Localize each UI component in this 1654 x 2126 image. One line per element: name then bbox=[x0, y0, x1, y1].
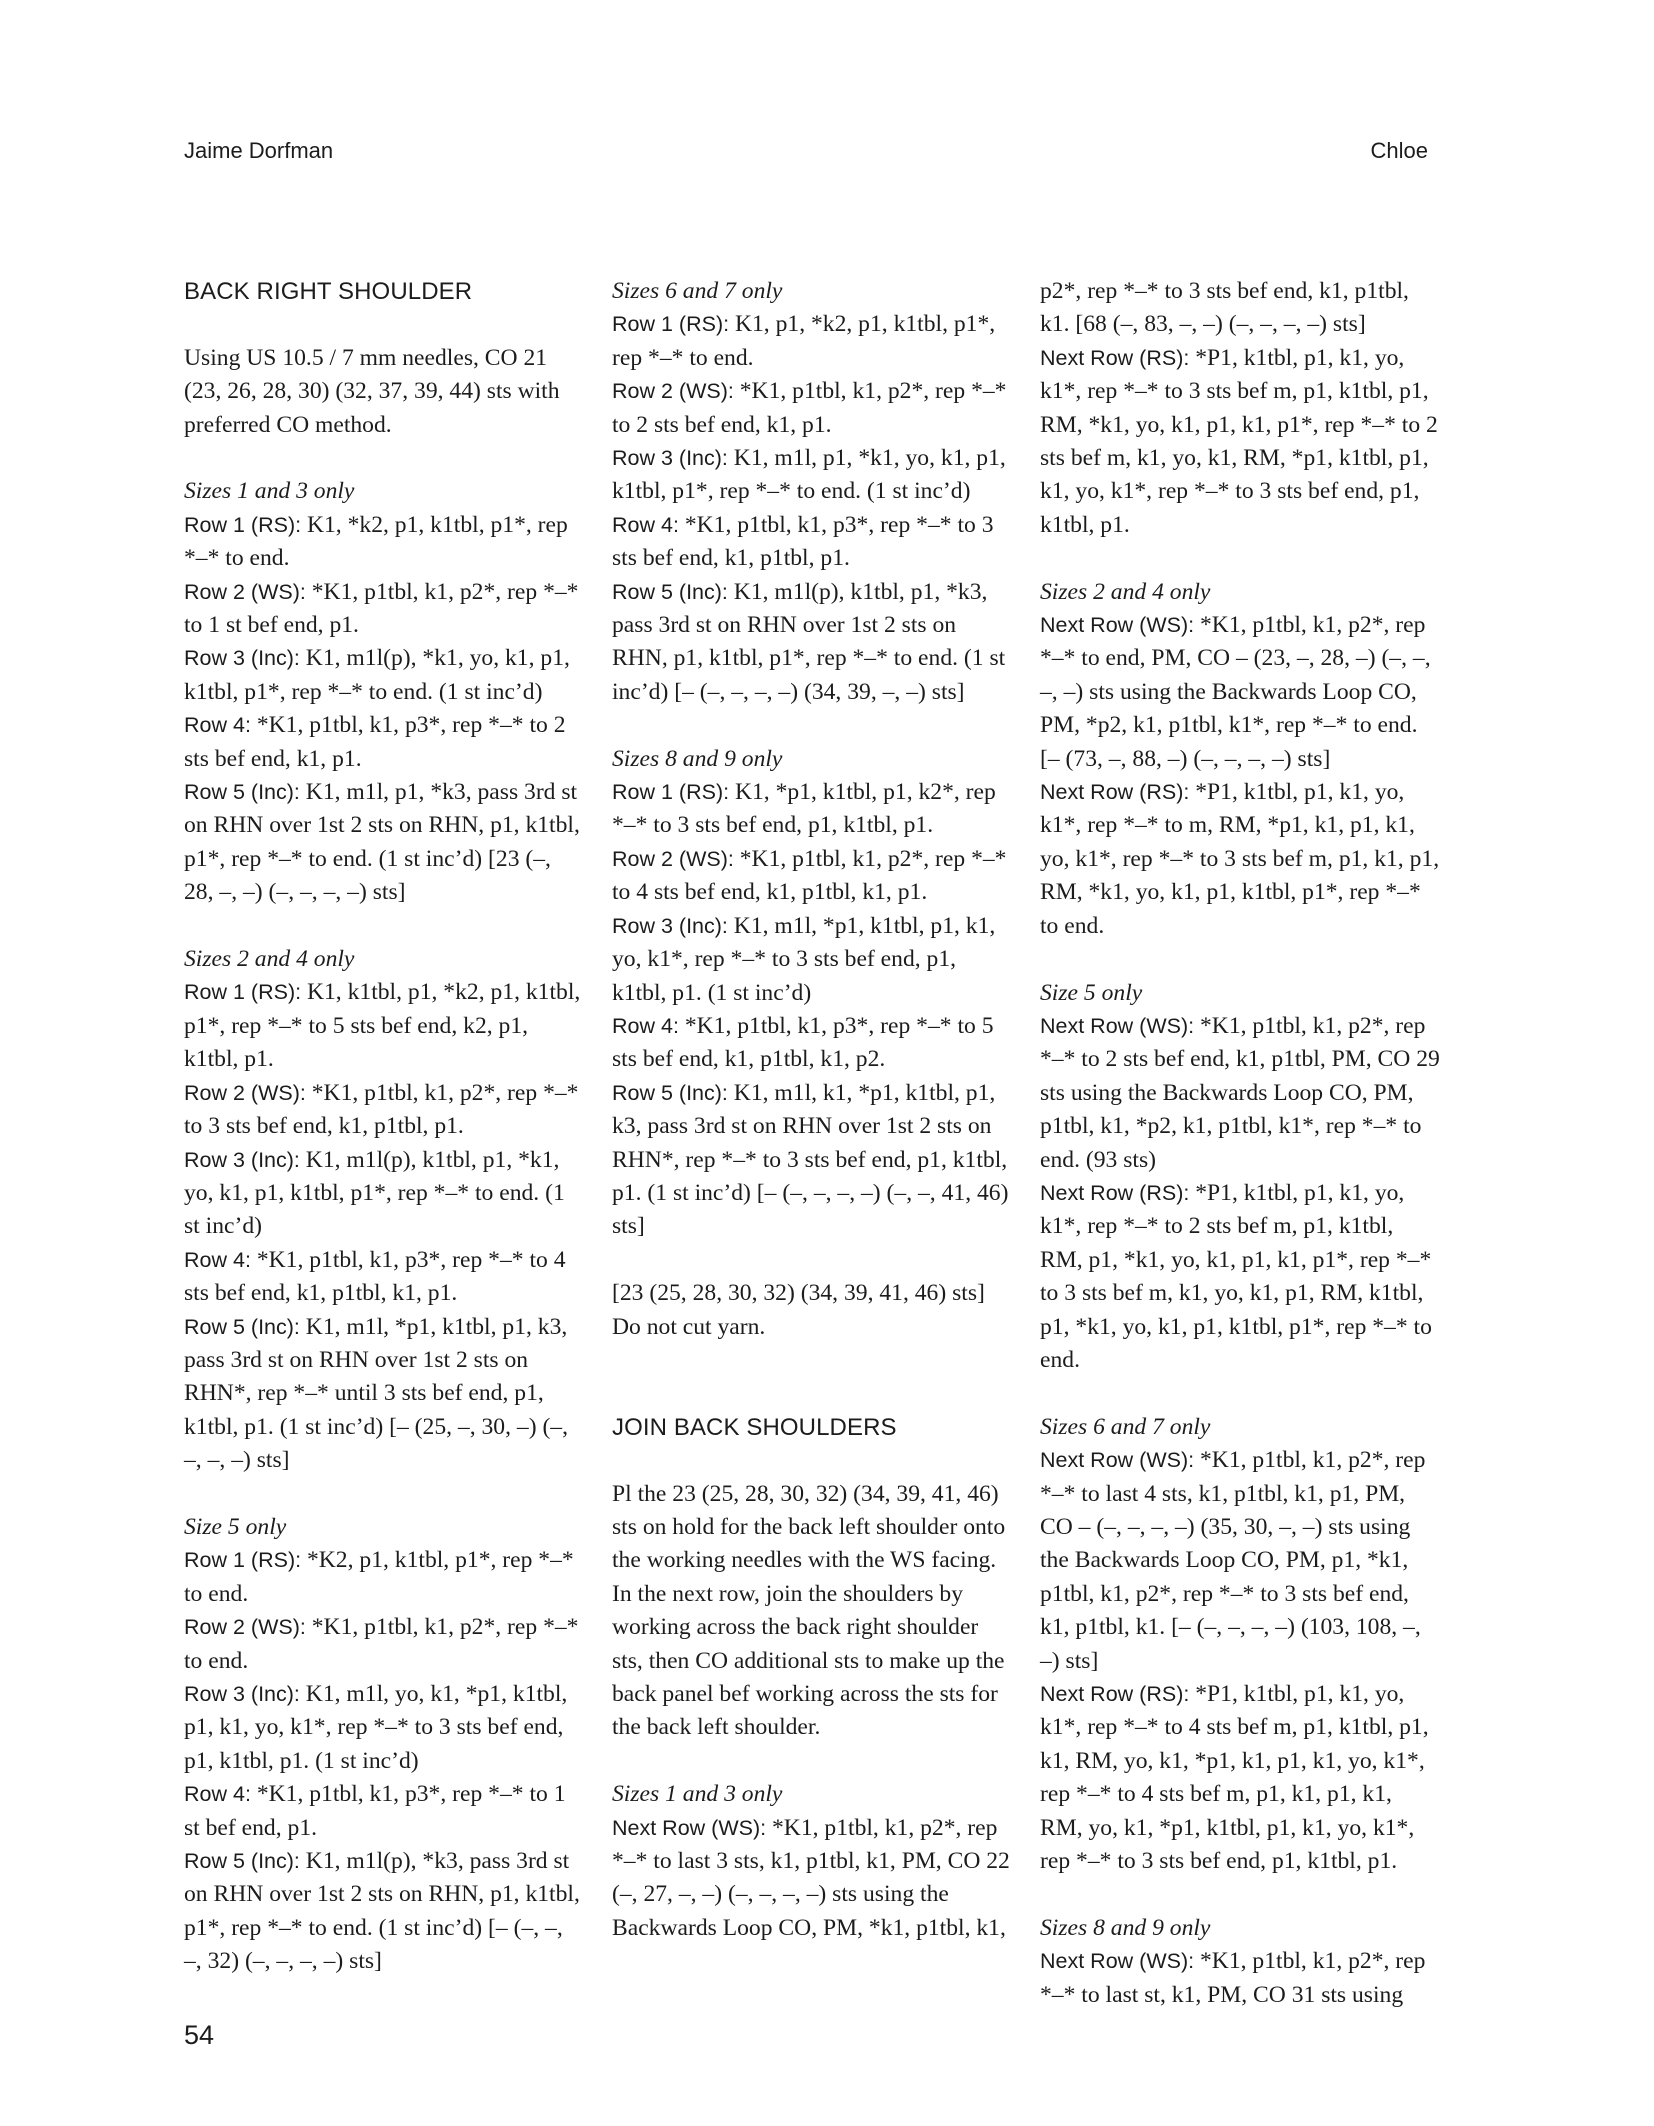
row-text: K1, m1l, k1, *p1, k1tbl, p1, k3, pass 3rd st on RHN over 1st 2 sts on RHN*, rep *–* to 3 sts bef end, p1, k1tbl, p1. (1 st inc’d) [– (–, –, –, –) (–, –, 41, 46) sts] bbox=[612, 1079, 1009, 1240]
row-label: Row 3 (Inc): bbox=[612, 446, 728, 471]
row-label: Row 1 (RS): bbox=[184, 512, 302, 537]
row-text: *K1, p1tbl, k1, p2*, rep *–* to last st, k1, PM, CO 31 sts using bbox=[1040, 1948, 1426, 2008]
row-label: Next Row (RS): bbox=[1040, 1180, 1190, 1205]
row-label: Next Row (WS): bbox=[1040, 1949, 1195, 1974]
row-text: K1, m1l(p), k1tbl, p1, *k1, yo, k1, p1, k1tbl, p1*, rep *–* to end. (1 st inc’d) bbox=[184, 1146, 565, 1240]
row-text: *P1, k1tbl, p1, k1, yo, k1*, rep *–* to m, RM, *p1, k1, p1, k1, yo, k1*, rep *–* to 3 sts bef m, p1, k1, p1, RM, *k1, yo, k1, p1, k1tbl, p1*, rep *–* to end. bbox=[1040, 779, 1440, 939]
text-column-2 bbox=[612, 275, 1012, 1945]
row-text: K1, m1l(p), *k3, pass 3rd st on RHN over 1st 2 sts on RHN, p1, k1tbl, p1*, rep *–* to end. (1 st inc’d) [– (–, –, –, 32) (–, –, –, –) sts] bbox=[184, 1848, 580, 1975]
row-label: Row 4: bbox=[612, 1013, 679, 1038]
running-head-title: Chloe bbox=[1370, 138, 1428, 163]
row-label: Row 4: bbox=[184, 1247, 251, 1272]
page-number: 54 bbox=[184, 2020, 215, 2050]
size-subheading: Sizes 8 and 9 only bbox=[612, 745, 783, 772]
row-instruction bbox=[1040, 1945, 1440, 2012]
row-label: Row 1 (RS): bbox=[184, 980, 302, 1005]
row-text: *K1, p1tbl, k1, p2*, rep *–* to end, PM, CO – (23, –, 28, –) (–, –, –, –) sts using the Backwards Loop CO, PM, *p2, k1, p1tbl, k1*, rep *–* to end. [– (73, –, 88, –) (–, –, –, –) sts] bbox=[1040, 612, 1431, 772]
row-label: Row 4: bbox=[612, 512, 679, 537]
size-subheading: Sizes 1 and 3 only bbox=[612, 1781, 783, 1808]
row-label: Row 4: bbox=[184, 1782, 251, 1807]
size-subheading: Size 5 only bbox=[1040, 979, 1143, 1006]
row-text: K1, *p1, k1tbl, p1, k2*, rep *–* to 3 sts bef end, p1, k1tbl, p1. bbox=[612, 779, 996, 839]
row-instruction bbox=[184, 976, 584, 1076]
row-label: Row 2 (WS): bbox=[612, 379, 734, 404]
row-label: Row 1 (RS): bbox=[612, 780, 730, 805]
size-subheading: Sizes 6 and 7 only bbox=[1040, 1413, 1211, 1440]
row-instruction bbox=[184, 709, 584, 776]
size-subheading: Size 5 only bbox=[184, 1513, 287, 1540]
spacer bbox=[612, 709, 1012, 742]
row-instruction bbox=[1040, 1010, 1440, 1177]
row-instruction bbox=[1040, 1177, 1440, 1377]
row-text: K1, m1l(p), *k1, yo, k1, p1, k1tbl, p1*, rep *–* to end. (1 st inc’d) bbox=[184, 645, 570, 705]
spacer bbox=[1040, 542, 1440, 575]
row-label: Row 1 (RS): bbox=[184, 1548, 302, 1573]
row-text: K1, *k2, p1, k1tbl, p1*, rep *–* to end. bbox=[184, 511, 568, 572]
row-label: Row 5 (Inc): bbox=[612, 579, 728, 604]
row-label: Row 3 (Inc): bbox=[184, 646, 300, 671]
row-label: Row 3 (Inc): bbox=[184, 1147, 300, 1172]
row-label: Row 5 (Inc): bbox=[184, 1849, 300, 1874]
row-label: Row 3 (Inc): bbox=[184, 1682, 300, 1706]
row-label: Next Row (RS): bbox=[1040, 780, 1190, 805]
row-instruction bbox=[184, 1778, 584, 1845]
row-text: *K1, p1tbl, k1, p2*, rep *–* to 4 sts bef end, k1, p1tbl, k1, p1. bbox=[612, 845, 1007, 906]
row-text: *K1, p1tbl, k1, p2*, rep *–* to last 3 sts, k1, p1tbl, k1, PM, CO 22 (–, 27, –, –) (–, –, –, –) sts using the Backwards Loop CO, PM, *k1, p1tbl, k1, bbox=[612, 1814, 1010, 1941]
row-label: Next Row (RS): bbox=[1040, 345, 1190, 370]
row-label: Next Row (WS): bbox=[1040, 613, 1195, 638]
row-text: K1, k1tbl, p1, *k2, p1, k1tbl, p1*, rep *–* to 5 sts bef end, k2, p1, k1tbl, p1. bbox=[184, 979, 581, 1073]
row-text: *P1, k1tbl, p1, k1, yo, k1*, rep *–* to 3 sts bef m, p1, k1tbl, p1, RM, *k1, yo, k1, p1, k1, p1*, rep *–* to 2 sts bef m, k1, yo, k1, RM, *p1, k1tbl, p1, k1, yo, k1*, rep *–* to 3 sts bef end, p1, k1tbl, p1. bbox=[1040, 344, 1438, 538]
row-instruction bbox=[612, 843, 1012, 910]
row-text: *K1, p1tbl, k1, p2*, rep *–* to 2 sts bef end, k1, p1. bbox=[612, 378, 1007, 438]
row-instruction bbox=[612, 442, 1012, 509]
row-label: Row 5 (Inc): bbox=[184, 1314, 300, 1339]
text-column-1 bbox=[184, 275, 584, 1979]
row-instruction bbox=[184, 1144, 584, 1244]
row-instruction bbox=[612, 308, 1012, 375]
spacer bbox=[612, 1377, 1012, 1410]
row-text: K1, m1l, p1, *k3, pass 3rd st on RHN over 1st 2 sts on RHN, p1, k1tbl, p1*, rep *–* to end. (1 st inc’d) [23 (–, 28, –, –) (–, –, –, –) sts] bbox=[184, 779, 580, 906]
row-label: Row 5 (Inc): bbox=[184, 780, 300, 805]
row-instruction bbox=[612, 1077, 1012, 1244]
row-text: K1, m1l, *p1, k1tbl, p1, k3, pass 3rd st on RHN over 1st 2 sts on RHN*, rep *–* until 3 sts bef end, p1, k1tbl, p1. (1 st inc’d) [– (25, –, 30, –) (–, –, –, –) sts] bbox=[184, 1313, 568, 1474]
row-label: Next Row (WS): bbox=[1040, 1448, 1195, 1473]
row-label: Next Row (WS): bbox=[1040, 1013, 1195, 1038]
spacer bbox=[612, 1244, 1012, 1277]
row-text: K1, m1l, yo, k1, *p1, k1tbl, p1, k1, yo, k1*, rep *–* to 3 sts bef end, p1, k1tbl, p1. (1 st inc’d) bbox=[184, 1681, 568, 1774]
row-instruction bbox=[184, 1678, 584, 1778]
row-instruction bbox=[184, 1544, 584, 1611]
spacer bbox=[184, 442, 584, 475]
row-instruction bbox=[184, 509, 584, 576]
row-instruction bbox=[612, 1010, 1012, 1077]
row-text: *K1, p1tbl, k1, p3*, rep *–* to 4 sts bef end, k1, p1tbl, k1, p1. bbox=[184, 1246, 566, 1307]
row-instruction bbox=[184, 776, 584, 910]
spacer bbox=[184, 308, 584, 341]
row-instruction bbox=[1040, 342, 1440, 542]
row-text: *K1, p1tbl, k1, p3*, rep *–* to 1 st bef end, p1. bbox=[184, 1781, 566, 1841]
spacer bbox=[612, 1745, 1012, 1778]
text-column-3 bbox=[1040, 275, 1440, 2012]
row-text: *K1, p1tbl, k1, p2*, rep *–* to last 4 sts, k1, p1tbl, k1, p1, PM, CO – (–, –, –, –) (35, 30, –, –) sts using the Backwards Loop CO, PM, p1, *k1, p1tbl, k1, p2*, rep *–* to 3 sts bef end, k1, p1tbl, k1. [– (–, –, –, –) (103, 108, –, –) sts] bbox=[1040, 1447, 1426, 1674]
size-subheading: Sizes 2 and 4 only bbox=[184, 946, 355, 973]
row-text: *K1, p1tbl, k1, p3*, rep *–* to 2 sts bef end, k1, p1. bbox=[184, 712, 566, 772]
spacer bbox=[184, 1478, 584, 1511]
spacer bbox=[612, 1444, 1012, 1477]
size-subheading: Sizes 1 and 3 only bbox=[184, 478, 355, 505]
row-label: Row 2 (WS): bbox=[184, 1080, 306, 1105]
row-text: *K2, p1, k1tbl, p1*, rep *–* to end. bbox=[184, 1547, 574, 1607]
row-instruction bbox=[1040, 1444, 1440, 1678]
row-label: Row 2 (WS): bbox=[612, 846, 734, 871]
row-instruction bbox=[184, 1077, 584, 1144]
row-label: Row 3 (Inc): bbox=[612, 913, 728, 938]
row-instruction bbox=[612, 776, 1012, 843]
body-paragraph: Pl the 23 (25, 28, 30, 32) (34, 39, 41, 46) sts on hold for the back left shoulder onto the working needles with the WS facing. In the next row, join the shoulders by working across the back right shoulder sts, then CO additional sts to make up the back panel bef working across the sts for the back left shoulder. bbox=[612, 1480, 1006, 1741]
row-text: K1, m1l, p1, *k1, yo, k1, p1, k1tbl, p1*, rep *–* to end. (1 st inc’d) bbox=[612, 445, 1006, 505]
row-instruction bbox=[184, 1311, 584, 1478]
row-text: K1, p1, *k2, p1, k1tbl, p1*, rep *–* to end. bbox=[612, 311, 996, 371]
row-text: K1, m1l(p), k1tbl, p1, *k3, pass 3rd st on RHN over 1st 2 sts on RHN, p1, k1tbl, p1*, rep *–* to end. (1 st inc’d) [– (–, –, –, –) (34, 39, –, –) sts] bbox=[612, 578, 1006, 705]
size-subheading: Sizes 2 and 4 only bbox=[1040, 578, 1211, 605]
row-instruction bbox=[1040, 776, 1440, 943]
row-text: *K1, p1tbl, k1, p2*, rep *–* to 2 sts bef end, k1, p1tbl, PM, CO 29 sts using the Backwards Loop CO, PM, p1tbl, k1, *p2, k1, p1tbl, k1*, rep *–* to end. (93 sts) bbox=[1040, 1012, 1440, 1173]
row-label: Row 2 (WS): bbox=[184, 579, 306, 604]
size-subheading: Sizes 6 and 7 only bbox=[612, 278, 783, 304]
row-label: Row 2 (WS): bbox=[184, 1615, 306, 1640]
row-text: *K1, p1tbl, k1, p2*, rep *–* to 1 st bef end, p1. bbox=[184, 578, 579, 639]
spacer bbox=[612, 1344, 1012, 1377]
row-text: K1, m1l, *p1, k1tbl, p1, k1, yo, k1*, rep *–* to 3 sts bef end, p1, k1tbl, p1. (1 st inc’d) bbox=[612, 912, 996, 1006]
row-instruction bbox=[1040, 609, 1440, 776]
row-instruction bbox=[1040, 1678, 1440, 1878]
row-instruction bbox=[184, 1845, 584, 1979]
row-instruction bbox=[612, 509, 1012, 576]
row-label: Next Row (WS): bbox=[612, 1815, 767, 1840]
row-instruction bbox=[612, 1812, 1012, 1946]
row-instruction bbox=[612, 576, 1012, 710]
row-instruction bbox=[184, 576, 584, 643]
row-instruction bbox=[612, 375, 1012, 442]
spacer bbox=[1040, 1878, 1440, 1911]
body-paragraph: Using US 10.5 / 7 mm needles, CO 21 (23, 26, 28, 30) (32, 37, 39, 44) sts with preferred CO method. bbox=[184, 344, 560, 438]
spacer bbox=[1040, 1377, 1440, 1410]
row-label: Next Row (RS): bbox=[1040, 1682, 1190, 1707]
row-instruction bbox=[184, 1244, 584, 1311]
spacer bbox=[1040, 943, 1440, 976]
row-instruction bbox=[184, 642, 584, 709]
body-paragraph: p2*, rep *–* to 3 sts bef end, k1, p1tbl, k1. [68 (–, 83, –, –) (–, –, –, –) sts] bbox=[1040, 278, 1409, 338]
row-label: Row 5 (Inc): bbox=[612, 1080, 728, 1105]
row-text: *K1, p1tbl, k1, p3*, rep *–* to 5 sts bef end, k1, p1tbl, k1, p2. bbox=[612, 1012, 994, 1073]
section-heading: JOIN BACK SHOULDERS bbox=[612, 1413, 897, 1441]
section-heading: BACK RIGHT SHOULDER bbox=[184, 278, 473, 305]
row-instruction bbox=[184, 1611, 584, 1678]
running-head-author: Jaime Dorfman bbox=[184, 138, 334, 163]
row-text: *P1, k1tbl, p1, k1, yo, k1*, rep *–* to 2 sts bef m, p1, k1tbl, RM, p1, *k1, yo, k1, p1, k1, p1*, rep *–* to 3 sts bef m, k1, yo, k1, p1, RM, k1tbl, p1, *k1, yo, k1, p1, k1tbl, p1*, rep *–* to end. bbox=[1040, 1179, 1432, 1373]
row-label: Row 1 (RS): bbox=[612, 312, 730, 337]
row-instruction bbox=[612, 910, 1012, 1010]
row-text: *K1, p1tbl, k1, p2*, rep *–* to 3 sts bef end, k1, p1tbl, p1. bbox=[184, 1079, 579, 1140]
row-label: Row 4: bbox=[184, 713, 251, 738]
row-text: *P1, k1tbl, p1, k1, yo, k1*, rep *–* to 4 sts bef m, p1, k1tbl, p1, k1, RM, yo, k1, *p1, k1, p1, k1, yo, k1*, rep *–* to 4 sts bef m, p1, k1, p1, k1, RM, yo, k1, *p1, k1tbl, p1, k1, yo, k1*, rep *–* to 3 sts bef end, p1, k1tbl, p1. bbox=[1040, 1681, 1429, 1875]
row-text: *K1, p1tbl, k1, p3*, rep *–* to 3 sts bef end, k1, p1tbl, p1. bbox=[612, 511, 994, 572]
body-paragraph: [23 (25, 28, 30, 32) (34, 39, 41, 46) sts] Do not cut yarn. bbox=[612, 1280, 985, 1340]
size-subheading: Sizes 8 and 9 only bbox=[1040, 1914, 1211, 1941]
spacer bbox=[184, 910, 584, 943]
row-text: *K1, p1tbl, k1, p2*, rep *–* to end. bbox=[184, 1614, 579, 1674]
